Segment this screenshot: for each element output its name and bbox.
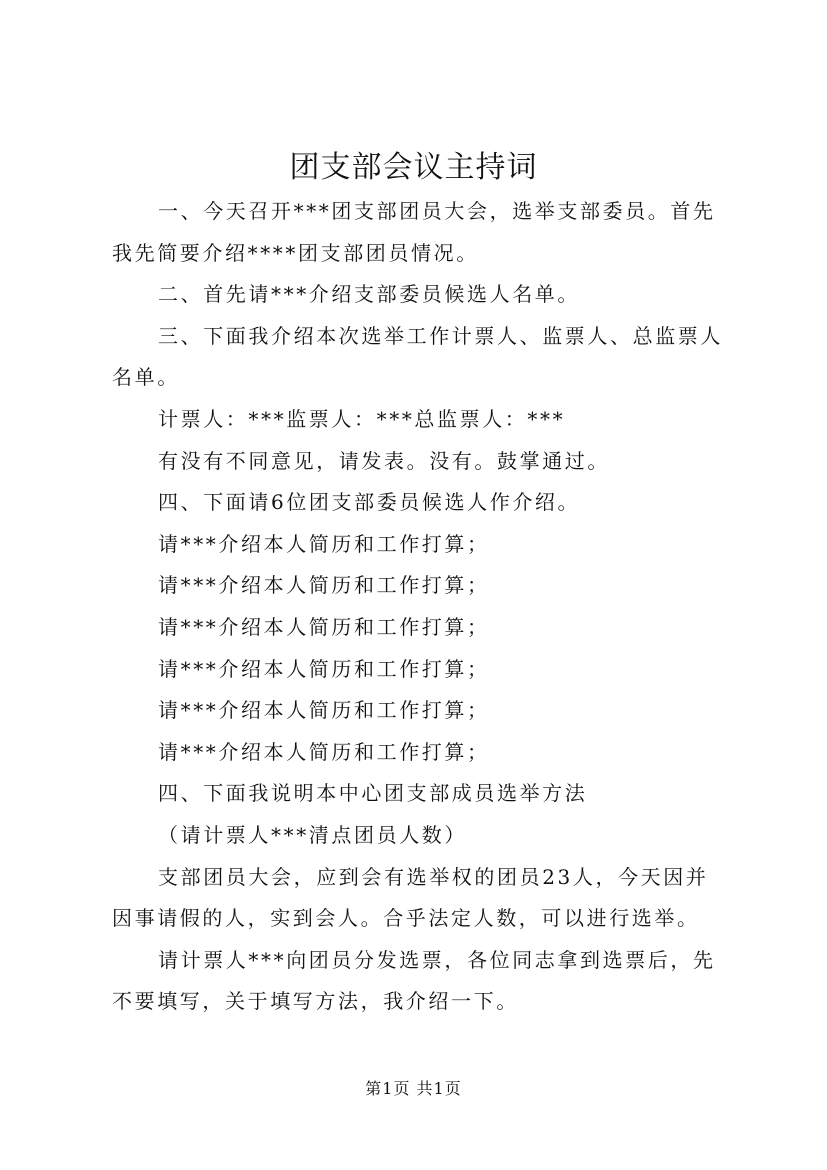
paragraph: 请***介绍本人简历和工作打算； <box>158 698 490 723</box>
paragraph: 四、下面我说明本中心团支部成员选举方法 <box>158 781 588 806</box>
paragraph: 计票人：***监票人：***总监票人：*** <box>158 406 566 431</box>
document-body <box>112 191 724 1023</box>
paragraph: 请***介绍本人简历和工作打算； <box>158 739 490 764</box>
paragraph: 三、下面我介绍本次选举工作计票人、监票人、总监票人名单。 <box>112 323 723 390</box>
document-title: 团支部会议主持词 <box>289 150 538 185</box>
paragraph: 有没有不同意见，请发表。没有。鼓掌通过。 <box>158 448 610 473</box>
paragraph: 二、首先请***介绍支部委员候选人名单。 <box>158 282 580 307</box>
paragraph: 请***介绍本人简历和工作打算； <box>158 573 490 598</box>
paragraph: 四、下面请6位团支部委员候选人作介绍。 <box>158 490 581 515</box>
paragraph: 请计票人***向团员分发选票，各位同志拿到选票后，先不要填写，关于填写方法，我介绍一下。 <box>112 947 716 1014</box>
paragraph: 请***介绍本人简历和工作打算； <box>158 614 490 639</box>
paragraph: 一、今天召开***团支部团员大会，选举支部委员。首先我先简要介绍****团支部团员情况。 <box>112 199 716 265</box>
page-footer: 第1页 共1页 <box>365 1079 462 1098</box>
paragraph: 请***介绍本人简历和工作打算； <box>158 656 490 681</box>
paragraph: （请计票人***清点团员人数） <box>158 822 467 847</box>
paragraph: 请***介绍本人简历和工作打算； <box>158 531 490 556</box>
paragraph: 支部团员大会，应到会有选举权的团员23人，今天因并因事请假的人，实到会人。合乎法定人数，可以进行选举。 <box>112 864 709 931</box>
